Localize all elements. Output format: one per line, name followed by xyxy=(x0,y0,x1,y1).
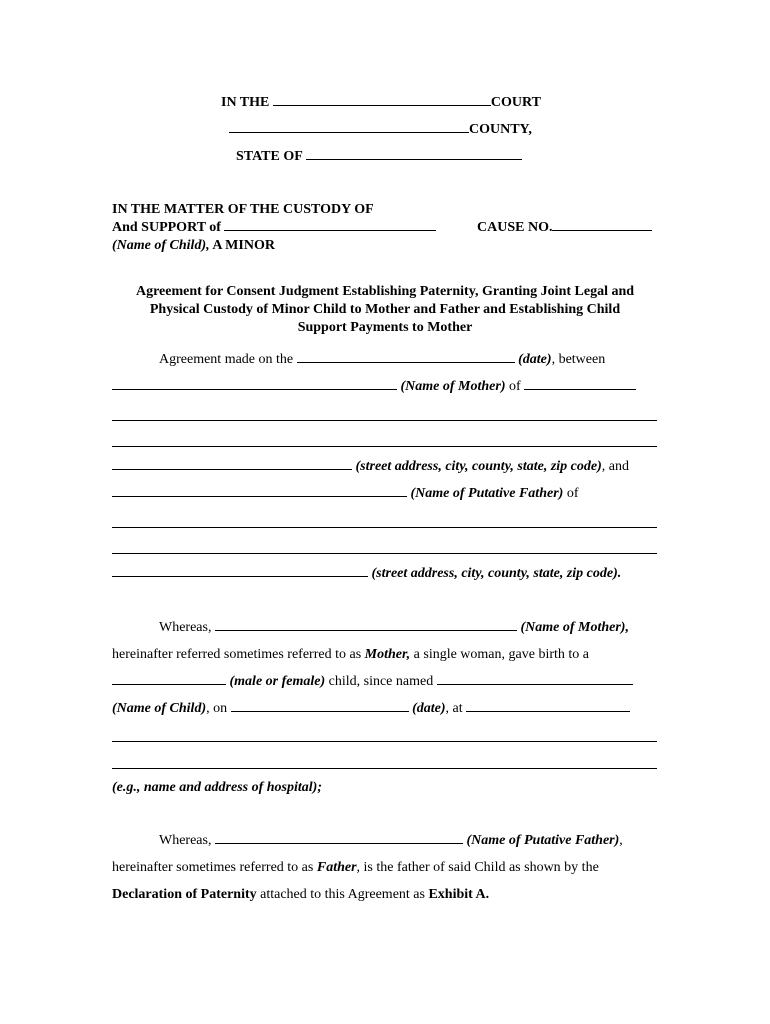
agreement-date-blank xyxy=(297,361,515,363)
county-line: COUNTY, xyxy=(229,123,532,137)
declaration-line: Declaration of Paternity attached to this Agreement as Exhibit A. xyxy=(112,887,490,902)
child-named-blank xyxy=(437,683,633,685)
hospital-rule-1 xyxy=(112,741,657,742)
hereinafter-mother-line: hereinafter referred sometimes referred to as Mother, a single woman, gave birth to a xyxy=(112,647,589,662)
child-birth-line: (Name of Child), on (date), at xyxy=(112,702,630,716)
father-address-blank xyxy=(112,575,368,577)
state-line: STATE OF xyxy=(236,150,522,164)
hospital-rule-2 xyxy=(112,768,657,769)
father-name-line: (Name of Putative Father) of xyxy=(112,487,578,501)
whereas-mother-line: Whereas, (Name of Mother), xyxy=(159,620,629,635)
state-name-blank xyxy=(306,158,522,160)
matter-line2: And SUPPORT of xyxy=(112,221,436,235)
court-name-blank xyxy=(273,104,491,106)
father-address-rule-2 xyxy=(112,553,657,554)
father-name-blank xyxy=(112,495,407,497)
birth-place-blank xyxy=(466,710,630,712)
child-sex-blank xyxy=(112,683,226,685)
hospital-example: (e.g., name and address of hospital); xyxy=(112,780,322,795)
mother-address-rule-1 xyxy=(112,420,657,421)
agreement-made-line: Agreement made on the (date), between xyxy=(159,352,606,367)
mother-address-line: (street address, city, county, state, zip code), and xyxy=(112,460,629,474)
mother-name-blank xyxy=(112,388,397,390)
document-title: Agreement for Consent Judgment Establishing Paternity, Granting Joint Legal and Physical Custody of Minor Child to Mother and Father and Establishing Child Support Payments to Mother xyxy=(135,284,635,335)
county-name-blank xyxy=(229,131,469,133)
matter-line1: IN THE MATTER OF THE CUSTODY OF xyxy=(112,202,374,217)
father-address-rule-1 xyxy=(112,527,657,528)
whereas-father-line: Whereas, (Name of Putative Father), xyxy=(159,833,623,848)
child-name-blank xyxy=(224,229,436,231)
child-sex-line: (male or female) child, since named xyxy=(112,675,633,689)
mother-address-rule-2 xyxy=(112,446,657,447)
birth-date-blank xyxy=(231,710,409,712)
mother-address-blank xyxy=(112,468,352,470)
minor-line: (Name of Child), A MINOR xyxy=(112,238,275,253)
court-line: IN THE COURT xyxy=(221,95,541,110)
hereinafter-father-line: hereinafter sometimes referred to as Father, is the father of said Child as shown by the xyxy=(112,860,599,875)
cause-number-blank xyxy=(552,229,652,231)
mother-name-line: (Name of Mother) of xyxy=(112,380,636,394)
father-address-line: (street address, city, county, state, zip code). xyxy=(112,567,621,581)
cause-number: CAUSE NO. xyxy=(477,221,652,235)
whereas-father-blank xyxy=(215,842,463,844)
mother-of-blank xyxy=(524,388,636,390)
whereas-mother-blank xyxy=(215,629,517,631)
